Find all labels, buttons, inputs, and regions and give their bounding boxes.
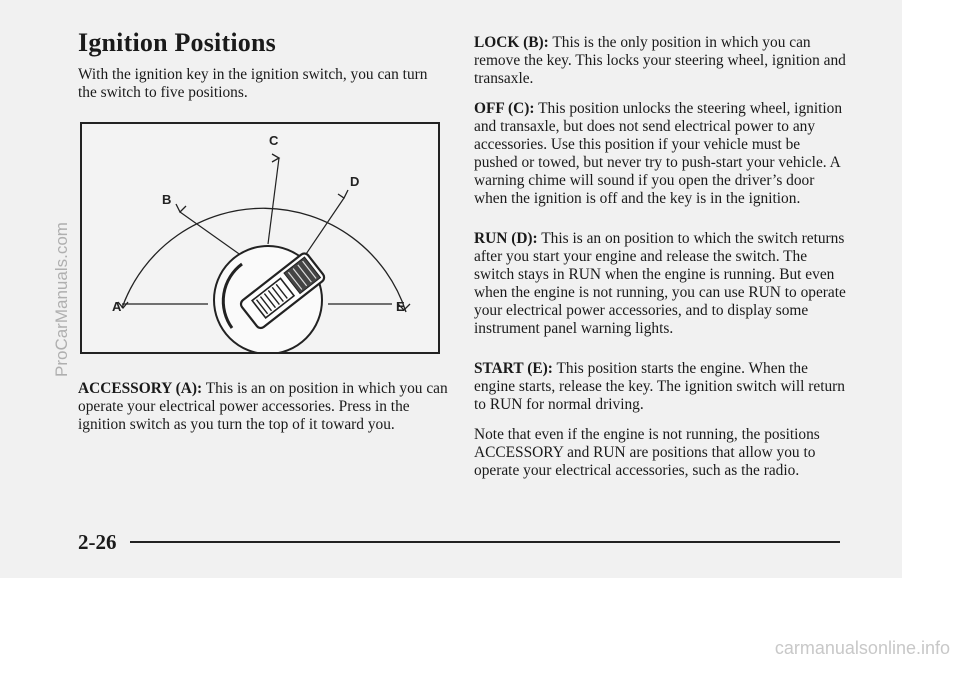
position-label-d: D [350,174,360,189]
accessory-paragraph [78,380,450,434]
ignition-diagram [80,122,440,354]
position-label-a: A [112,299,122,314]
arrow-b [176,204,186,212]
run-paragraph [474,230,846,338]
spoke-d [302,198,344,260]
side-watermark: ProCarManuals.com [52,222,71,377]
bottom-watermark: carmanualsonline.info [774,638,950,658]
note-paragraph: Note that even if the engine is not running, the positions ACCESSORY and RUN are positions that allow you to operate your electrical accessories, such as the radio. [474,426,820,479]
ignition-diagram-svg [82,124,438,352]
arrow-d [338,190,348,198]
off-text: This position unlocks the steering wheel, ignition and transaxle, but does not send electrical power to any accessories. Use this position if your vehicle must be pushed or towed, but never try to push-start your vehicle. A warning chime will sound if you open the driver’s door when the ignition is off and the key is in the ignition. [474,100,843,207]
lock-text: This is the only position in which you can remove the key. This locks your steering wheel, ignition and transaxle. [474,34,846,87]
accessory-heading: ACCESSORY (A): [78,380,203,397]
start-text: This position starts the engine. When the engine starts, release the key. The ignition switch will return to RUN for normal driving. [474,360,845,413]
start-paragraph [474,360,846,414]
off-heading: OFF (C): [474,100,535,117]
page-title: Ignition Positions [78,28,276,57]
position-label-c: C [269,133,279,148]
off-paragraph [474,100,846,208]
arrow-c [272,154,279,162]
page-number: 2-26 [78,530,117,554]
position-label-e: E [396,299,405,314]
spoke-c [268,158,279,244]
lock-heading: LOCK (B): [474,34,549,51]
lock-paragraph [474,34,846,88]
footer-rule [130,541,840,543]
run-heading: RUN (D): [474,230,538,247]
accessory-text: This is an on position in which you can operate your electrical power accessories. Press in the ignition switch as you turn the top of it toward you. [78,380,448,433]
run-text: This is an on position to which the switch returns after you start your engine and release the switch. The switch stays in RUN when the engine is running. But even when the engine is not running, you can use RUN to operate your electrical power accessories, and to display some instrument panel warning lights. [474,230,846,337]
position-label-b: B [162,192,172,207]
spoke-b [180,212,242,256]
intro-paragraph: With the ignition key in the ignition switch, you can turn the switch to five positions. [78,66,428,101]
start-heading: START (E): [474,360,553,377]
